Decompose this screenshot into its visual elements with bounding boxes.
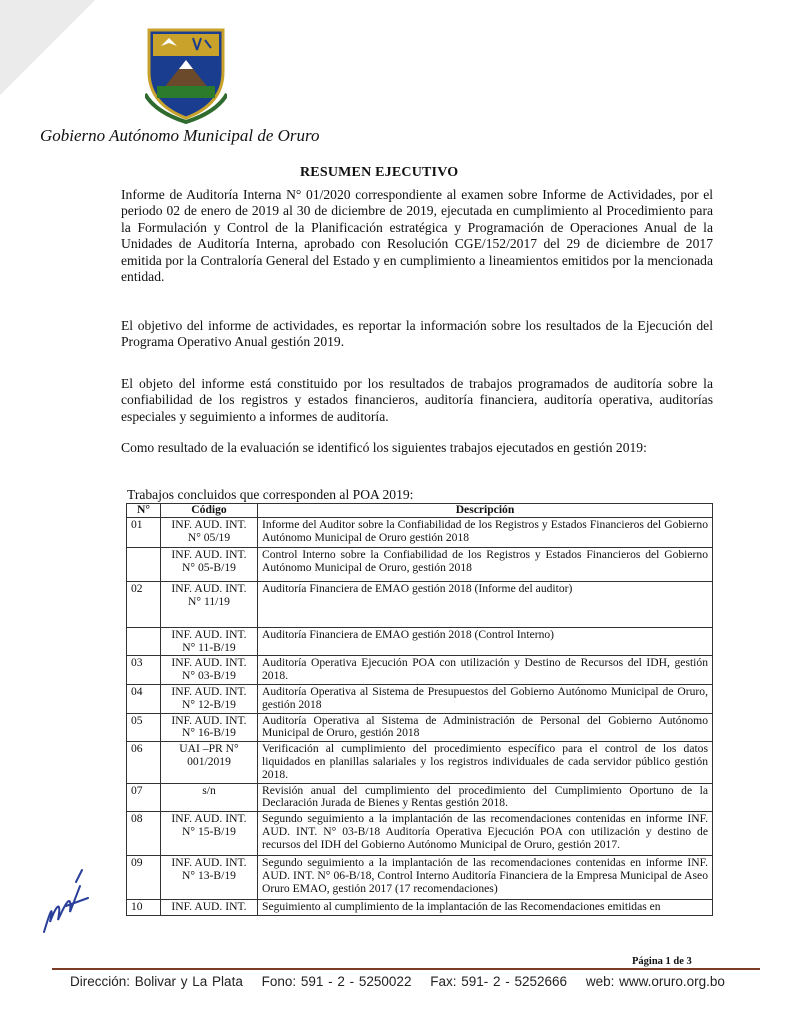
row-number: 05 bbox=[127, 713, 161, 742]
table-header-row bbox=[127, 504, 713, 518]
organization-name: Gobierno Autónomo Municipal de Oruro bbox=[40, 126, 320, 145]
scan-corner-shadow bbox=[0, 0, 110, 110]
footer-contact bbox=[70, 974, 739, 989]
row-code: INF. AUD. INT. N° 05/19 bbox=[161, 517, 258, 547]
row-code: UAI –PR N° 001/2019 bbox=[161, 742, 258, 783]
row-code: INF. AUD. INT. N° 05-B/19 bbox=[161, 547, 258, 581]
row-description: Auditoría Financiera de EMAO gestión 2018 (Control Interno) bbox=[258, 627, 713, 656]
document-title: RESUMEN EJECUTIVO bbox=[300, 165, 459, 180]
row-description: Control Interno sobre la Confiabilidad de los Registros y Estados Financieros del Gobierno Autónomo Municipal de Oruro, gestión 2018 bbox=[258, 547, 713, 581]
row-code: INF. AUD. INT. N° 03-B/19 bbox=[161, 656, 258, 685]
table-row bbox=[127, 812, 713, 856]
table-row bbox=[127, 783, 713, 812]
row-description: Auditoría Operativa Ejecución POA con utilización y Destino de Recursos del IDH, gestión 2018. bbox=[258, 656, 713, 685]
row-number bbox=[127, 627, 161, 656]
paragraph-scope: El objeto del informe está constituido por los resultados de trabajos programados de auditoría sobre la confiabilidad de los registros y estados financieros, auditoría financiera, auditoría operativa, auditorías especiales y seguimiento a informes de auditoría. bbox=[121, 376, 713, 424]
table-row bbox=[127, 900, 713, 916]
page-number: Página 1 de 3 bbox=[632, 956, 692, 967]
row-code: s/n bbox=[161, 783, 258, 812]
row-number: 04 bbox=[127, 684, 161, 713]
row-number: 09 bbox=[127, 856, 161, 900]
handwritten-initials bbox=[36, 862, 100, 940]
table-caption: Trabajos concluidos que corresponden al POA 2019: bbox=[127, 487, 414, 502]
column-header-number: N° bbox=[127, 504, 161, 518]
table-row bbox=[127, 627, 713, 656]
row-number: 03 bbox=[127, 656, 161, 685]
footer-web: web: www.oruro.org.bo bbox=[585, 974, 725, 989]
row-code: INF. AUD. INT. N° 13-B/19 bbox=[161, 856, 258, 900]
row-description: Auditoría Operativa al Sistema de Administración de Personal del Gobierno Autónomo Municipal de Oruro, gestión 2018 bbox=[258, 713, 713, 742]
table-row bbox=[127, 684, 713, 713]
row-description: Segundo seguimiento a la implantación de las recomendaciones contenidas en informe INF. AUD. INT. N° 03-B/18 Auditoría Operativa Ejecución POA con utilización y destino de recursos del IDH del Gobierno Autónomo Municipal de Oruro, gestión 2017. bbox=[258, 812, 713, 856]
row-number: 02 bbox=[127, 581, 161, 627]
column-header-description: Descripción bbox=[258, 504, 713, 518]
footer-divider bbox=[52, 968, 760, 970]
footer-fax: Fax: 591- 2 - 5252666 bbox=[430, 974, 568, 989]
row-description: Revisión anual del cumplimiento del procedimiento del Cumplimiento Oportuno de la Declaración Jurada de Bienes y Rentas gestión 2018. bbox=[258, 783, 713, 812]
paragraph-result: Como resultado de la evaluación se identificó los siguientes trabajos ejecutados en gestión 2019: bbox=[121, 440, 647, 455]
table-row bbox=[127, 517, 713, 547]
row-number: 08 bbox=[127, 812, 161, 856]
row-number: 06 bbox=[127, 742, 161, 783]
footer-phone: Fono: 591 - 2 - 5250022 bbox=[261, 974, 412, 989]
table-row bbox=[127, 742, 713, 783]
footer-address: Dirección: Bolivar y La Plata bbox=[70, 974, 243, 989]
row-code: INF. AUD. INT. N° 12-B/19 bbox=[161, 684, 258, 713]
row-number: 07 bbox=[127, 783, 161, 812]
row-number: 10 bbox=[127, 900, 161, 916]
table-row bbox=[127, 547, 713, 581]
table-row bbox=[127, 656, 713, 685]
table-row bbox=[127, 581, 713, 627]
paragraph-objective: El objetivo del informe de actividades, es reportar la información sobre los resultados de la Ejecución del Programa Operativo Anual gestión 2019. bbox=[121, 318, 713, 350]
paragraph-intro: Informe de Auditoría Interna N° 01/2020 correspondiente al examen sobre Informe de Actividades, por el periodo 02 de enero de 2019 al 30 de diciembre de 2019, ejecutada en cumplimiento al Procedimiento para la Formulación y Control de la Planificación estratégica y Programación de Operaciones Anual de la Unidades de Auditoría Interna, aprobado con Resolución CGE/152/2017 del 29 de diciembre de 2017 emitida por la Contraloría General del Estado y en cumplimiento a lineamientos emitidos por la mencionada entidad. bbox=[121, 187, 713, 285]
row-code: INF. AUD. INT. N° 15-B/19 bbox=[161, 812, 258, 856]
row-code: INF. AUD. INT. bbox=[161, 900, 258, 916]
audit-works-table bbox=[126, 503, 713, 916]
row-description: Auditoría Operativa al Sistema de Presupuestos del Gobierno Autónomo Municipal de Oruro, gestión 2018 bbox=[258, 684, 713, 713]
row-number bbox=[127, 547, 161, 581]
row-description: Informe del Auditor sobre la Confiabilidad de los Registros y Estados Financieros del Gobierno Autónomo Municipal de Oruro gestión 2018 bbox=[258, 517, 713, 547]
row-code: INF. AUD. INT. N° 16-B/19 bbox=[161, 713, 258, 742]
table-row bbox=[127, 856, 713, 900]
row-description: Segundo seguimiento a la implantación de las recomendaciones contenidas en informe INF. AUD. INT. N° 06-B/18, Control Interno Auditoría Financiera de la Empresa Municipal de Aseo Oruro EMAO, gestión 2017 (17 recomendaciones) bbox=[258, 856, 713, 900]
column-header-code: Código bbox=[161, 504, 258, 518]
row-description: Seguimiento al cumplimiento de la implantación de las Recomendaciones emitidas en bbox=[258, 900, 713, 916]
row-description: Verificación al cumplimiento del procedimiento específico para el control de los datos liquidados en planillas salariales y los registros individuales de cada servidor público gestión 2018. bbox=[258, 742, 713, 783]
table-row bbox=[127, 713, 713, 742]
row-code: INF. AUD. INT. N° 11/19 bbox=[161, 581, 258, 627]
row-description: Auditoría Financiera de EMAO gestión 2018 (Informe del auditor) bbox=[258, 581, 713, 627]
municipal-crest-logo bbox=[145, 24, 227, 124]
row-number: 01 bbox=[127, 517, 161, 547]
row-code: INF. AUD. INT. N° 11-B/19 bbox=[161, 627, 258, 656]
